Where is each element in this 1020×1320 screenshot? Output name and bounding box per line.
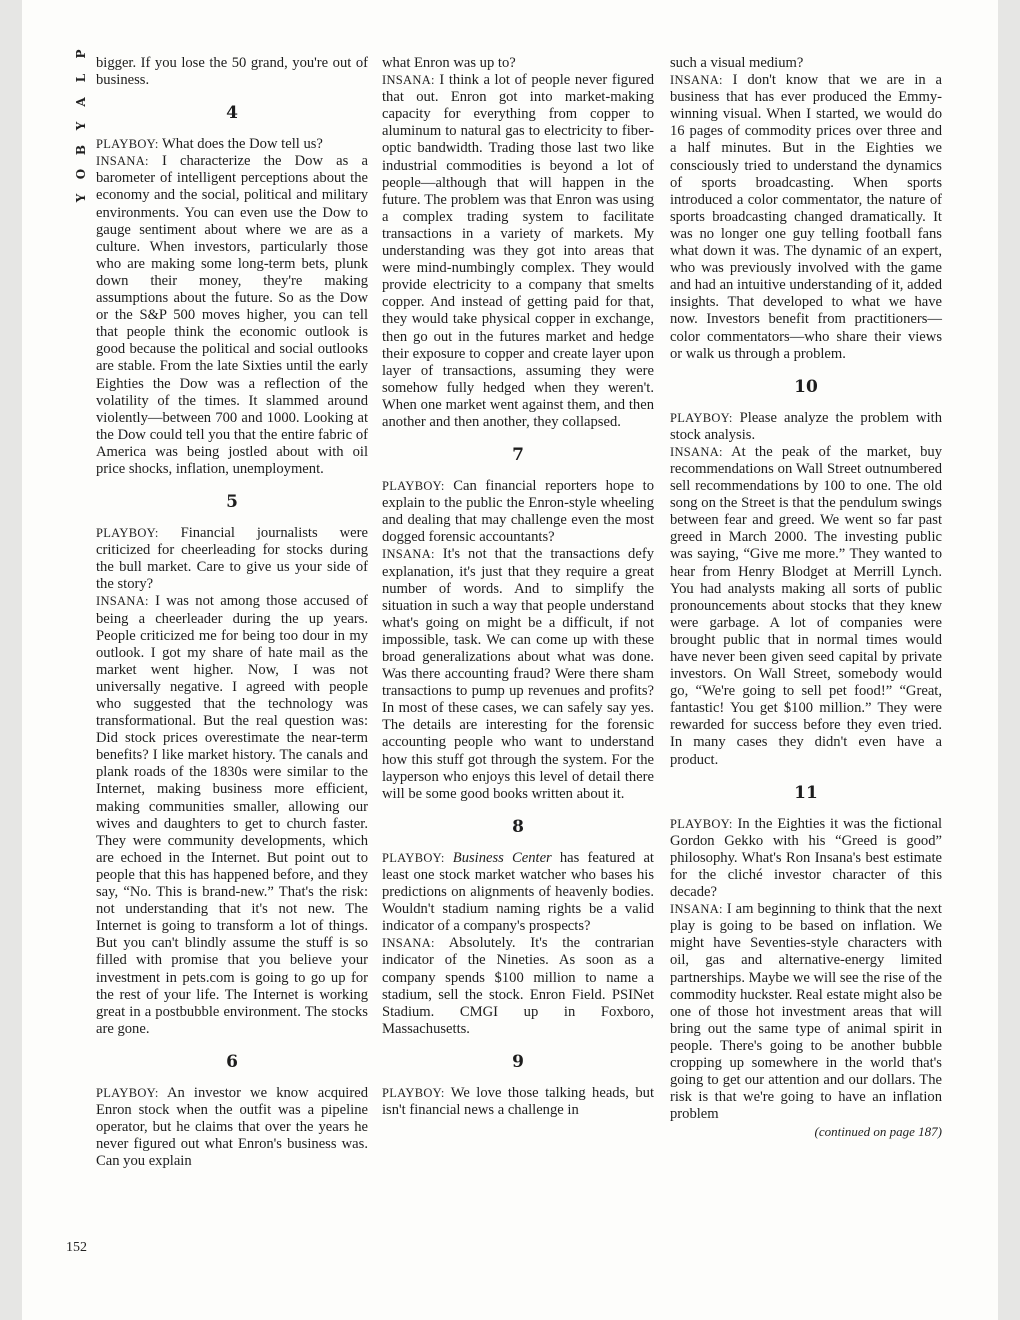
sidebar-letter: P (74, 49, 88, 59)
speaker-label: PLAYBOY: (670, 816, 733, 831)
interview-paragraph (670, 410, 942, 444)
interview-paragraph (96, 153, 368, 478)
text-column-1 (96, 55, 368, 1170)
interview-paragraph (96, 525, 368, 593)
paragraph-text: such a visual medium? (670, 55, 804, 71)
interview-paragraph (382, 546, 654, 802)
paragraph-text: In the Eighties it was the fictional Gordon Gekko with his “Greed is good” philosophy. What's Ron Insana's best estimate for the cliché investor character of this decade? (670, 815, 942, 901)
continued-note: (continued on page 187) (814, 1124, 942, 1140)
page-number: 152 (66, 1240, 87, 1255)
paragraph-text: Financial journalists were criticized for cheerleading for stocks during the bull market. Care to give us your side of the story? (96, 525, 368, 593)
speaker-label: PLAYBOY: (96, 1085, 159, 1100)
speaker-label: PLAYBOY: (670, 410, 733, 425)
question-number: 11 (794, 782, 818, 803)
paragraph-text: bigger. If you lose the 50 grand, you're out of business. (96, 55, 368, 89)
sidebar-letter: O (74, 168, 88, 180)
paragraph-text: At the peak of the market, buy recommendations on Wall Street outnumbered sell recommendations by 100 to one. The old song on the Street is that the pendulum swings between fear and greed. We went so far past greed in March 2000. The investing public was saying, “Give me more.” They wanted to hear from Henry Blodget at Merrill Lynch. You had analysts making all sorts of public pronouncements about stocks that they knew were garbage. A lot of companies were brought public that in normal times would have never been given seed capital by private investors. On Wall Street, somebody would go, “We're going to sell pet food!” “Great, fantastic! You get $100 million.” They were rewarded for success before they even tried. In many cases they didn't even have a product. (670, 443, 943, 768)
paragraph-text: has featured at least one stock market watcher who bases his predictions on alignments of heavenly bodies. Wouldn't stadium naming rights be a valid indicator of a company's prospects? (382, 849, 654, 935)
speaker-label: PLAYBOY: (382, 479, 445, 494)
paragraph-text: An investor we know acquired Enron stock when the outfit was a pipeline operator, but he claims that over the years he never figured out what Enron's business was. Can you explain (96, 1084, 368, 1170)
paragraph-text: Please analyze the problem with stock analysis. (670, 409, 942, 443)
text-column-3 (670, 55, 942, 1140)
paragraph-text: what Enron was up to? (382, 55, 516, 71)
sidebar-letter: A (74, 97, 88, 107)
paragraph-text: I don't know that we are in a business that has ever produced the Emmy-winning visual. When I started, we would do 16 pages of commodity prices over three and a half minutes. But in the Eighties we consciously tried to understand the dynamics of sports broadcasting. When sports introduced a color commentator, the nature of sports broadcasting changed dramatically. It was no longer one guy telling football fans what down it was. The dynamic of an expert, who was previously involved with the game and had an intuitive understanding of it, added insights. That developed to what we have now. Investors benefit from practitioners—color commentators—who share their views or walk us through a problem. (670, 72, 942, 362)
text-column-2 (382, 55, 654, 1119)
interview-paragraph (382, 850, 654, 935)
interview-paragraph (96, 136, 368, 153)
interview-paragraph (670, 816, 942, 901)
body-paragraph (382, 55, 654, 72)
body-paragraph (96, 55, 368, 89)
speaker-label: INSANA: (382, 936, 435, 951)
speaker-label: INSANA: (382, 73, 435, 88)
paragraph-text: We love those talking heads, but isn't financial news a challenge in (382, 1084, 655, 1118)
question-number: 4 (226, 103, 238, 124)
speaker-label: INSANA: (382, 547, 435, 562)
paragraph-text: I am beginning to think that the next play is going to be based on inflation. We might have Seventies-style characters with oil, gas and alternative-energy limited partnerships. Maybe we will see the rise of the commodity huckster. Real estate might also be one of those hot investment areas that will bring out the same type of animal spirit in people. There's going to be another bubble cropping up somewhere in the world that's going to get our attention and our dollars. The risk is that we're going to have an inflation problem (670, 901, 942, 1123)
paragraph-text: What does the Dow tell us? (162, 136, 323, 153)
sidebar-letter: L (74, 73, 88, 83)
interview-paragraph (96, 1085, 368, 1170)
interview-paragraph (382, 478, 654, 546)
question-number: 7 (512, 445, 524, 466)
speaker-label: INSANA: (670, 73, 723, 88)
interview-paragraph (670, 72, 942, 363)
body-paragraph (670, 55, 942, 72)
question-number: 8 (512, 816, 524, 837)
question-number: 9 (512, 1051, 524, 1072)
speaker-label: INSANA: (96, 594, 149, 609)
paragraph-text: Absolutely. It's the contrarian indicator of the Nineties. As soon as a company spends $100 million to name a stadium, sell the stock. Enron Field. PSINet Stadium. CMGI up in Foxboro, Massachusetts. (382, 935, 655, 1037)
interview-paragraph (96, 593, 368, 1037)
speaker-label: PLAYBOY: (96, 526, 159, 541)
speaker-label: PLAYBOY: (96, 137, 159, 152)
paragraph-text: It's not that the transactions defy explanation, it's just that they require a great number of words. And to simplify the situation in such a way that people understand what's going on might be a difficult, if not impossible, task. We can come up with these broad generalizations about what was done. Was there accounting fraud? Were there sham transactions to pump up revenues and profits? In most of these cases, we can safely say yes. The details are interesting for the forensic accounting people who want to understand how this stuff got through the system. For the layperson who enjoys this level of detail there will be some good books written about it. (382, 546, 654, 802)
sidebar-letter: B (74, 144, 88, 156)
sidebar-letter: Y (74, 121, 88, 131)
show-title: Business Center (452, 849, 552, 866)
magazine-name-vertical (74, 42, 88, 210)
speaker-label: PLAYBOY: (382, 850, 445, 865)
speaker-label: PLAYBOY: (382, 1085, 445, 1100)
sidebar-letter: Y (74, 193, 88, 203)
interview-paragraph (382, 1085, 654, 1119)
paragraph-text: I characterize the Dow as a barometer of intelligent perceptions about the economy and the social, political and military environments. You can even use the Dow to gauge sentiment about where we are as a culture. When investors, particularly those who are making some long-term bets, plunk down their money, they're making assumptions about the future. So as the Dow or the S&P 500 moves higher, you can tell that people think the economic outlook is good because the political and social outlooks are stable. From the late Sixties until the early Eighties the Dow was a reflection of the volatility of the times. It slammed around violently—between 700 and 1000. Looking at the Dow could tell you that the entire fabric of America was being jostled about with oil price shocks, inflation, unemployment. (96, 153, 368, 477)
question-number: 5 (226, 492, 238, 513)
speaker-label: INSANA: (670, 444, 723, 459)
question-number: 6 (226, 1051, 238, 1072)
interview-paragraph (382, 72, 654, 431)
paragraph-text: I was not among those accused of being a cheerleader during the up years. People criticized me for being too dour in my outlook. I got my share of hate mail as the market went higher. Now, I was not universally negative. I agreed with people who suggested that the technology was transformational. But the real question was: Did stock prices overestimate the near-term benefits? I like market history. The canals and plank roads of the 1830s were similar to the Internet, making business more efficient, making communities smaller, allowing our wives and daughters to get to church faster. They were community developments, which are echoed in the Internet. But point out to people that this has happened before, and they say, “No. This is brand-new.” That's the risk: not understanding that it's not new. The Internet is going to transform a lot of things. But you can't blindly assume the stuff is so filled with promise that you believe your investment in pets.com is going to go up for the rest of your life. The Internet is working great in a postbubble environment. The stocks are gone. (96, 593, 368, 1037)
speaker-label: INSANA: (96, 154, 149, 169)
paragraph-text: I think a lot of people never figured that out. Enron got into market-making capacity for everything from copper to aluminum to natural gas to electricity to fiber-optic bandwidth. Trading those last two like industrial commodities is beyond a lot of people—although that will happen in the future. The problem was that Enron was using a complex trading system to facilitate transactions in a variety of markets. My understanding was they got into areas that were mind-numbingly complex. They would provide electricity to a company that smelts copper. And instead of getting paid for that, they would take physical copper in exchange, then go out in the futures market and hedge their exposure to copper and create layer upon layer of transactions, assuming they were somehow fully hedged when they weren't. When one market went against them, and then another and then another, they collapsed. (382, 72, 654, 430)
interview-paragraph (670, 901, 942, 1123)
question-number: 10 (794, 376, 818, 397)
interview-paragraph (382, 935, 654, 1038)
interview-paragraph (670, 444, 942, 769)
speaker-label: INSANA: (670, 902, 723, 917)
paragraph-text: Can financial reporters hope to explain to the public the Enron-style wheeling and dealing that may challenge even the most dogged forensic accountants? (382, 478, 655, 546)
